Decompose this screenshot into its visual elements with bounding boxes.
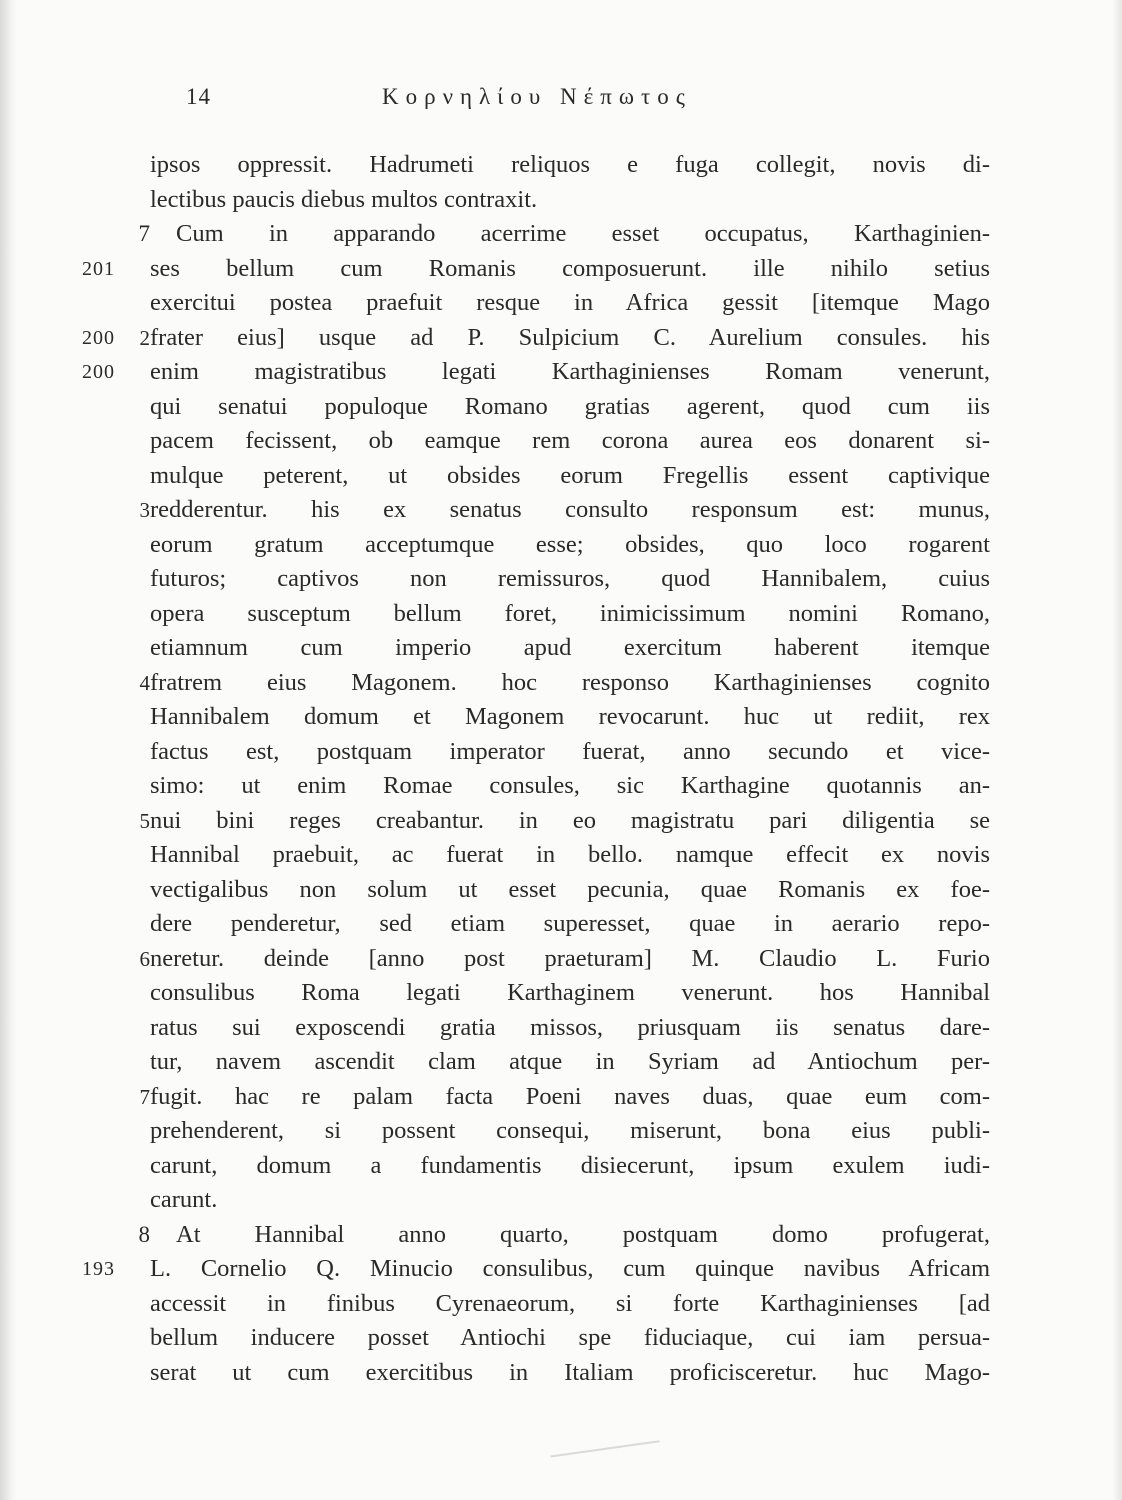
- line-text: mulque peterent, ut obsides eorum Fregellis essent captivique: [150, 461, 990, 489]
- text-line: [0, 459, 1122, 494]
- text-line: [0, 1321, 1122, 1356]
- text-line: [0, 1356, 1122, 1391]
- section-number: 5: [139, 808, 150, 833]
- text-line: [0, 390, 1122, 425]
- section-number: 6: [139, 946, 150, 971]
- pencil-smudge: [546, 1411, 659, 1458]
- line-text: accessit in finibus Cyrenaeorum, si forte Karthaginienses [ad: [150, 1289, 990, 1317]
- text-line: [0, 562, 1122, 597]
- line-text: etiamnum cum imperio apud exercitum haberent itemque: [150, 634, 990, 661]
- line-text: prehenderent, si possent consequi, miserunt, bona eius publi-: [150, 1117, 990, 1144]
- page-number: 14: [186, 84, 211, 109]
- line-text: serat ut cum exercitibus in Italiam proficisceretur. huc Mago-: [150, 1358, 990, 1386]
- text-line: [0, 907, 1122, 942]
- text-line: [0, 1287, 1122, 1322]
- page-header: [0, 84, 1122, 118]
- text-line: [0, 1252, 1122, 1287]
- line-text: futuros; captivos non remissuros, quod Hannibalem, cuius: [150, 565, 990, 592]
- chapter-number: 8: [138, 1221, 150, 1247]
- line-text: ses bellum cum Romanis composuerunt. ille nihilo setius: [150, 254, 990, 282]
- line-text: simo: ut enim Romae consules, sic Karthagine quotannis an-: [150, 772, 990, 799]
- line-text: redderentur. his ex senatus consulto responsum est: munus,: [150, 496, 990, 523]
- line-text: Cum in apparando acerrime esset occupatus, Karthaginien-: [176, 220, 990, 247]
- line-text: vectigalibus non solum ut esset pecunia, quae Romanis ex foe-: [150, 875, 990, 903]
- text-line: [0, 424, 1122, 459]
- margin-year: 200: [82, 361, 115, 383]
- line-text: eorum gratum acceptumque esse; obsides, quo loco rogarent: [150, 530, 990, 558]
- margin-year: 201: [82, 257, 115, 280]
- line-text: pacem fecissent, ob eamque rem corona aurea eos donarent si-: [150, 427, 990, 454]
- section-number: 4: [139, 670, 150, 695]
- text-line: [0, 1080, 1122, 1115]
- text-line: [0, 942, 1122, 977]
- line-text: L. Cornelio Q. Minucio consulibus, cum quinque navibus Africam: [150, 1255, 990, 1282]
- text-line: [0, 666, 1122, 701]
- text-line: [0, 493, 1122, 528]
- text-line: [0, 769, 1122, 804]
- body-text: [0, 148, 1122, 1390]
- line-text: enim magistratibus legati Karthaginienses Romam venerunt,: [150, 358, 990, 385]
- chapter-number: 7: [138, 221, 150, 246]
- line-text: opera susceptum bellum foret, inimicissimum nomini Romano,: [150, 599, 990, 627]
- text-line: [0, 321, 1122, 356]
- text-line: [0, 700, 1122, 735]
- text-line: [0, 217, 1122, 252]
- line-text: dere penderetur, sed etiam superesset, quae in aerario repo-: [150, 910, 990, 937]
- line-text: nui bini reges creabantur. in eo magistratu pari diligentia se: [150, 806, 990, 834]
- text-line: [0, 1183, 1122, 1218]
- text-line: [0, 838, 1122, 873]
- line-text: fratrem eius Magonem. hoc responso Karthaginienses cognito: [150, 668, 990, 696]
- text-line: [0, 183, 1122, 218]
- text-line: [0, 631, 1122, 666]
- text-line: [0, 1149, 1122, 1184]
- line-text: tur, navem ascendit clam atque in Syriam ad Antiochum per-: [150, 1048, 990, 1075]
- text-line: [0, 735, 1122, 770]
- text-line: [0, 873, 1122, 908]
- section-number: 3: [139, 498, 150, 522]
- text-line: [0, 1045, 1122, 1080]
- line-text: neretur. deinde [anno post praeturam] M. Claudio L. Furio: [150, 944, 990, 972]
- line-text: lectibus paucis diebus multos contraxit.: [150, 185, 538, 213]
- line-text: fugit. hac re palam facta Poeni naves duas, quae eum com-: [150, 1082, 990, 1110]
- running-title: Κορνηλίου Νέπωτος: [382, 84, 692, 109]
- line-text: ipsos oppressit. Hadrumeti reliquos e fuga collegit, novis di-: [150, 151, 990, 178]
- line-text: bellum inducere posset Antiochi spe fiduciaque, cui iam persua-: [150, 1324, 990, 1351]
- line-text: Hannibalem domum et Magonem revocarunt. huc ut rediit, rex: [150, 703, 990, 730]
- line-text: frater eius] usque ad P. Sulpicium C. Aurelium consules. his: [150, 323, 990, 351]
- section-number: 2: [139, 325, 150, 350]
- line-text: carunt, domum a fundamentis disiecerunt, ipsum exulem iudi-: [150, 1151, 990, 1179]
- text-line: [0, 597, 1122, 632]
- line-text: carunt.: [150, 1186, 218, 1213]
- margin-year: 193: [82, 1258, 115, 1280]
- line-text: consulibus Roma legati Karthaginem venerunt. hos Hannibal: [150, 979, 990, 1006]
- line-text: At Hannibal anno quarto, postquam domo profugerat,: [176, 1220, 990, 1248]
- text-line: [0, 286, 1122, 321]
- text-line: [0, 252, 1122, 287]
- text-line: [0, 976, 1122, 1011]
- line-text: qui senatui populoque Romano gratias agerent, quod cum iis: [150, 392, 990, 420]
- text-line: [0, 1011, 1122, 1046]
- text-line: [0, 804, 1122, 839]
- line-text: Hannibal praebuit, ac fuerat in bello. namque effecit ex novis: [150, 841, 990, 868]
- text-line: [0, 1218, 1122, 1253]
- text-line: [0, 355, 1122, 390]
- line-text: ratus sui exposcendi gratia missos, priusquam iis senatus dare-: [150, 1013, 990, 1041]
- section-number: 7: [139, 1084, 150, 1109]
- margin-year: 200: [82, 326, 115, 349]
- line-text: factus est, postquam imperator fuerat, anno secundo et vice-: [150, 737, 990, 765]
- text-line: [0, 1114, 1122, 1149]
- text-line: [0, 528, 1122, 563]
- line-text: exercitui postea praefuit resque in Africa gessit [itemque Mago: [150, 289, 990, 316]
- text-line: [0, 148, 1122, 183]
